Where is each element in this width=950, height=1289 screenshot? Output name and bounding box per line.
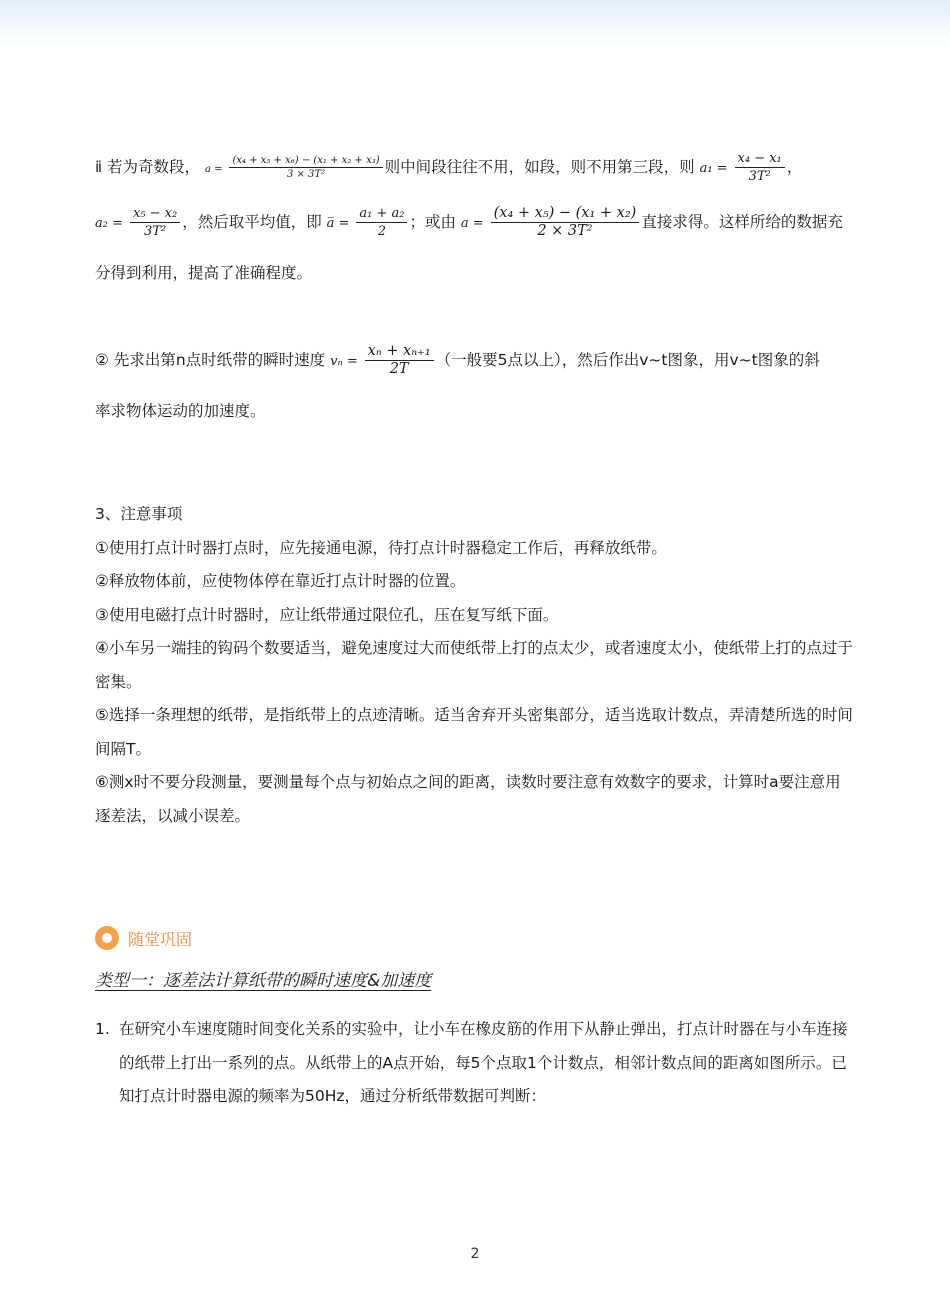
note-item-4: ④小车另一端挂的钩码个数要适当，避免速度过大而使纸带上打的点太少，或者速度太小，使纸带上打的点过于密集。 <box>95 639 853 691</box>
method-ii-text-3: ；或由 <box>409 213 456 231</box>
section-header <box>95 924 192 952</box>
formula-avg-denominator: 2 <box>377 224 387 239</box>
formula-a2-denominator: 3T² <box>143 224 167 239</box>
note-item-6: ⑥测x时不要分段测量，要测量每个点与初始点之间的距离，读数时要注意有效数字的要求，计算时a要注意用逐差法，以减小误差。 <box>95 773 841 825</box>
formula-a-odd-denominator: 3 × 3T² <box>286 169 326 180</box>
method-ii-text-4: 直接求得。这样所给的数据充 <box>641 213 843 231</box>
formula-avg-fraction <box>356 205 407 240</box>
method-ii-text-2: ，然后取平均值，即 <box>182 213 322 231</box>
formula-a1-lhs: a₁ = <box>699 161 728 176</box>
notes-title: 3、注意事项 <box>95 505 183 523</box>
formula-a-odd-numerator: (x₄ + x₅ + x₆) − (x₁ + x₂ + x₃) <box>229 154 382 168</box>
formula-a2-fraction <box>130 205 180 240</box>
formula-direct-lhs: a = <box>460 216 484 231</box>
formula-direct-fraction <box>491 205 640 240</box>
method-ii-text-1: 则中间段往往不用，如段，则不用第三段，则 <box>384 158 695 176</box>
method-ii-line-3: 分得到利用，提高了准确程度。 <box>95 264 313 282</box>
formula-a2-numerator: x₅ − x₂ <box>130 205 180 223</box>
type-title: 类型一：逐差法计算纸带的瞬时速度&加速度 <box>95 971 432 991</box>
question-number: 1. <box>95 1020 110 1038</box>
question-text: 在研究小车速度随时间变化关系的实验中，让小车在橡皮筋的作用下从静止弹出，打点计时器在与小车连接的纸带上打出一系列的点。从纸带上的A点开始，每5个点取1个计数点，相邻计数点间的距离如图所示。已知打点计时器电源的频率为50Hz，通过分析纸带数据可判断： <box>119 1020 848 1105</box>
note-item-5: ⑤选择一条理想的纸带，是指纸带上的点迹清晰。适当舍弃开头密集部分，适当选取计数点，弄清楚所选的时间间隔T。 <box>95 706 853 758</box>
note-item-2: ②释放物体前，应使物体停在靠近打点计时器的位置。 <box>95 572 466 590</box>
formula-direct-numerator: (x₄ + x₅) − (x₁ + x₂) <box>491 205 640 223</box>
question-1 <box>95 1013 855 1114</box>
method-ii-line-2 <box>95 205 843 240</box>
formula-a-lhs: a = <box>204 164 223 175</box>
formula-a-odd-fraction <box>229 154 382 181</box>
formula-a1-numerator: x₄ − x₁ <box>735 150 785 168</box>
method-ii-line-1 <box>95 150 802 185</box>
notes-section <box>95 498 855 833</box>
method-ii-comma: ， <box>786 158 803 176</box>
formula-vn-fraction <box>365 343 434 378</box>
formula-vn-denominator: 2T <box>389 361 409 377</box>
method-2-prefix: ② 先求出第n点时纸带的瞬时速度 <box>95 351 326 369</box>
formula-a1-denominator: 3T² <box>748 169 771 184</box>
formula-vn-lhs: vₙ = <box>330 354 358 369</box>
section-title: 随堂巩固 <box>128 929 193 949</box>
formula-a1-fraction <box>735 150 785 185</box>
formula-a2-lhs: a₂ = <box>95 216 123 231</box>
formula-vn-numerator: xₙ + xₙ₊₁ <box>365 343 434 361</box>
page-number: 2 <box>470 1246 480 1262</box>
note-item-1: ①使用打点计时器打点时，应先接通电源，待打点计时器稳定工作后，再释放纸带。 <box>95 538 667 557</box>
formula-avg-numerator: a₁ + a₂ <box>356 205 407 223</box>
method-2-line-2: 率求物体运动的加速度。 <box>95 402 266 420</box>
formula-direct-denominator: 2 × 3T² <box>537 223 593 239</box>
method-ii-prefix: ⅱ 若为奇数段， <box>95 158 201 176</box>
method-2-line-1 <box>95 343 820 378</box>
method-2-text-1: （一般要5点以上），然后作出v~t图象，用v~t图象的斜 <box>435 351 820 369</box>
note-item-3: ③使用电磁打点计时器时，应让纸带通过限位孔，压在复写纸下面。 <box>95 605 559 624</box>
formula-avg-lhs: a̅ = <box>326 216 350 231</box>
lightbulb-icon <box>95 926 119 950</box>
